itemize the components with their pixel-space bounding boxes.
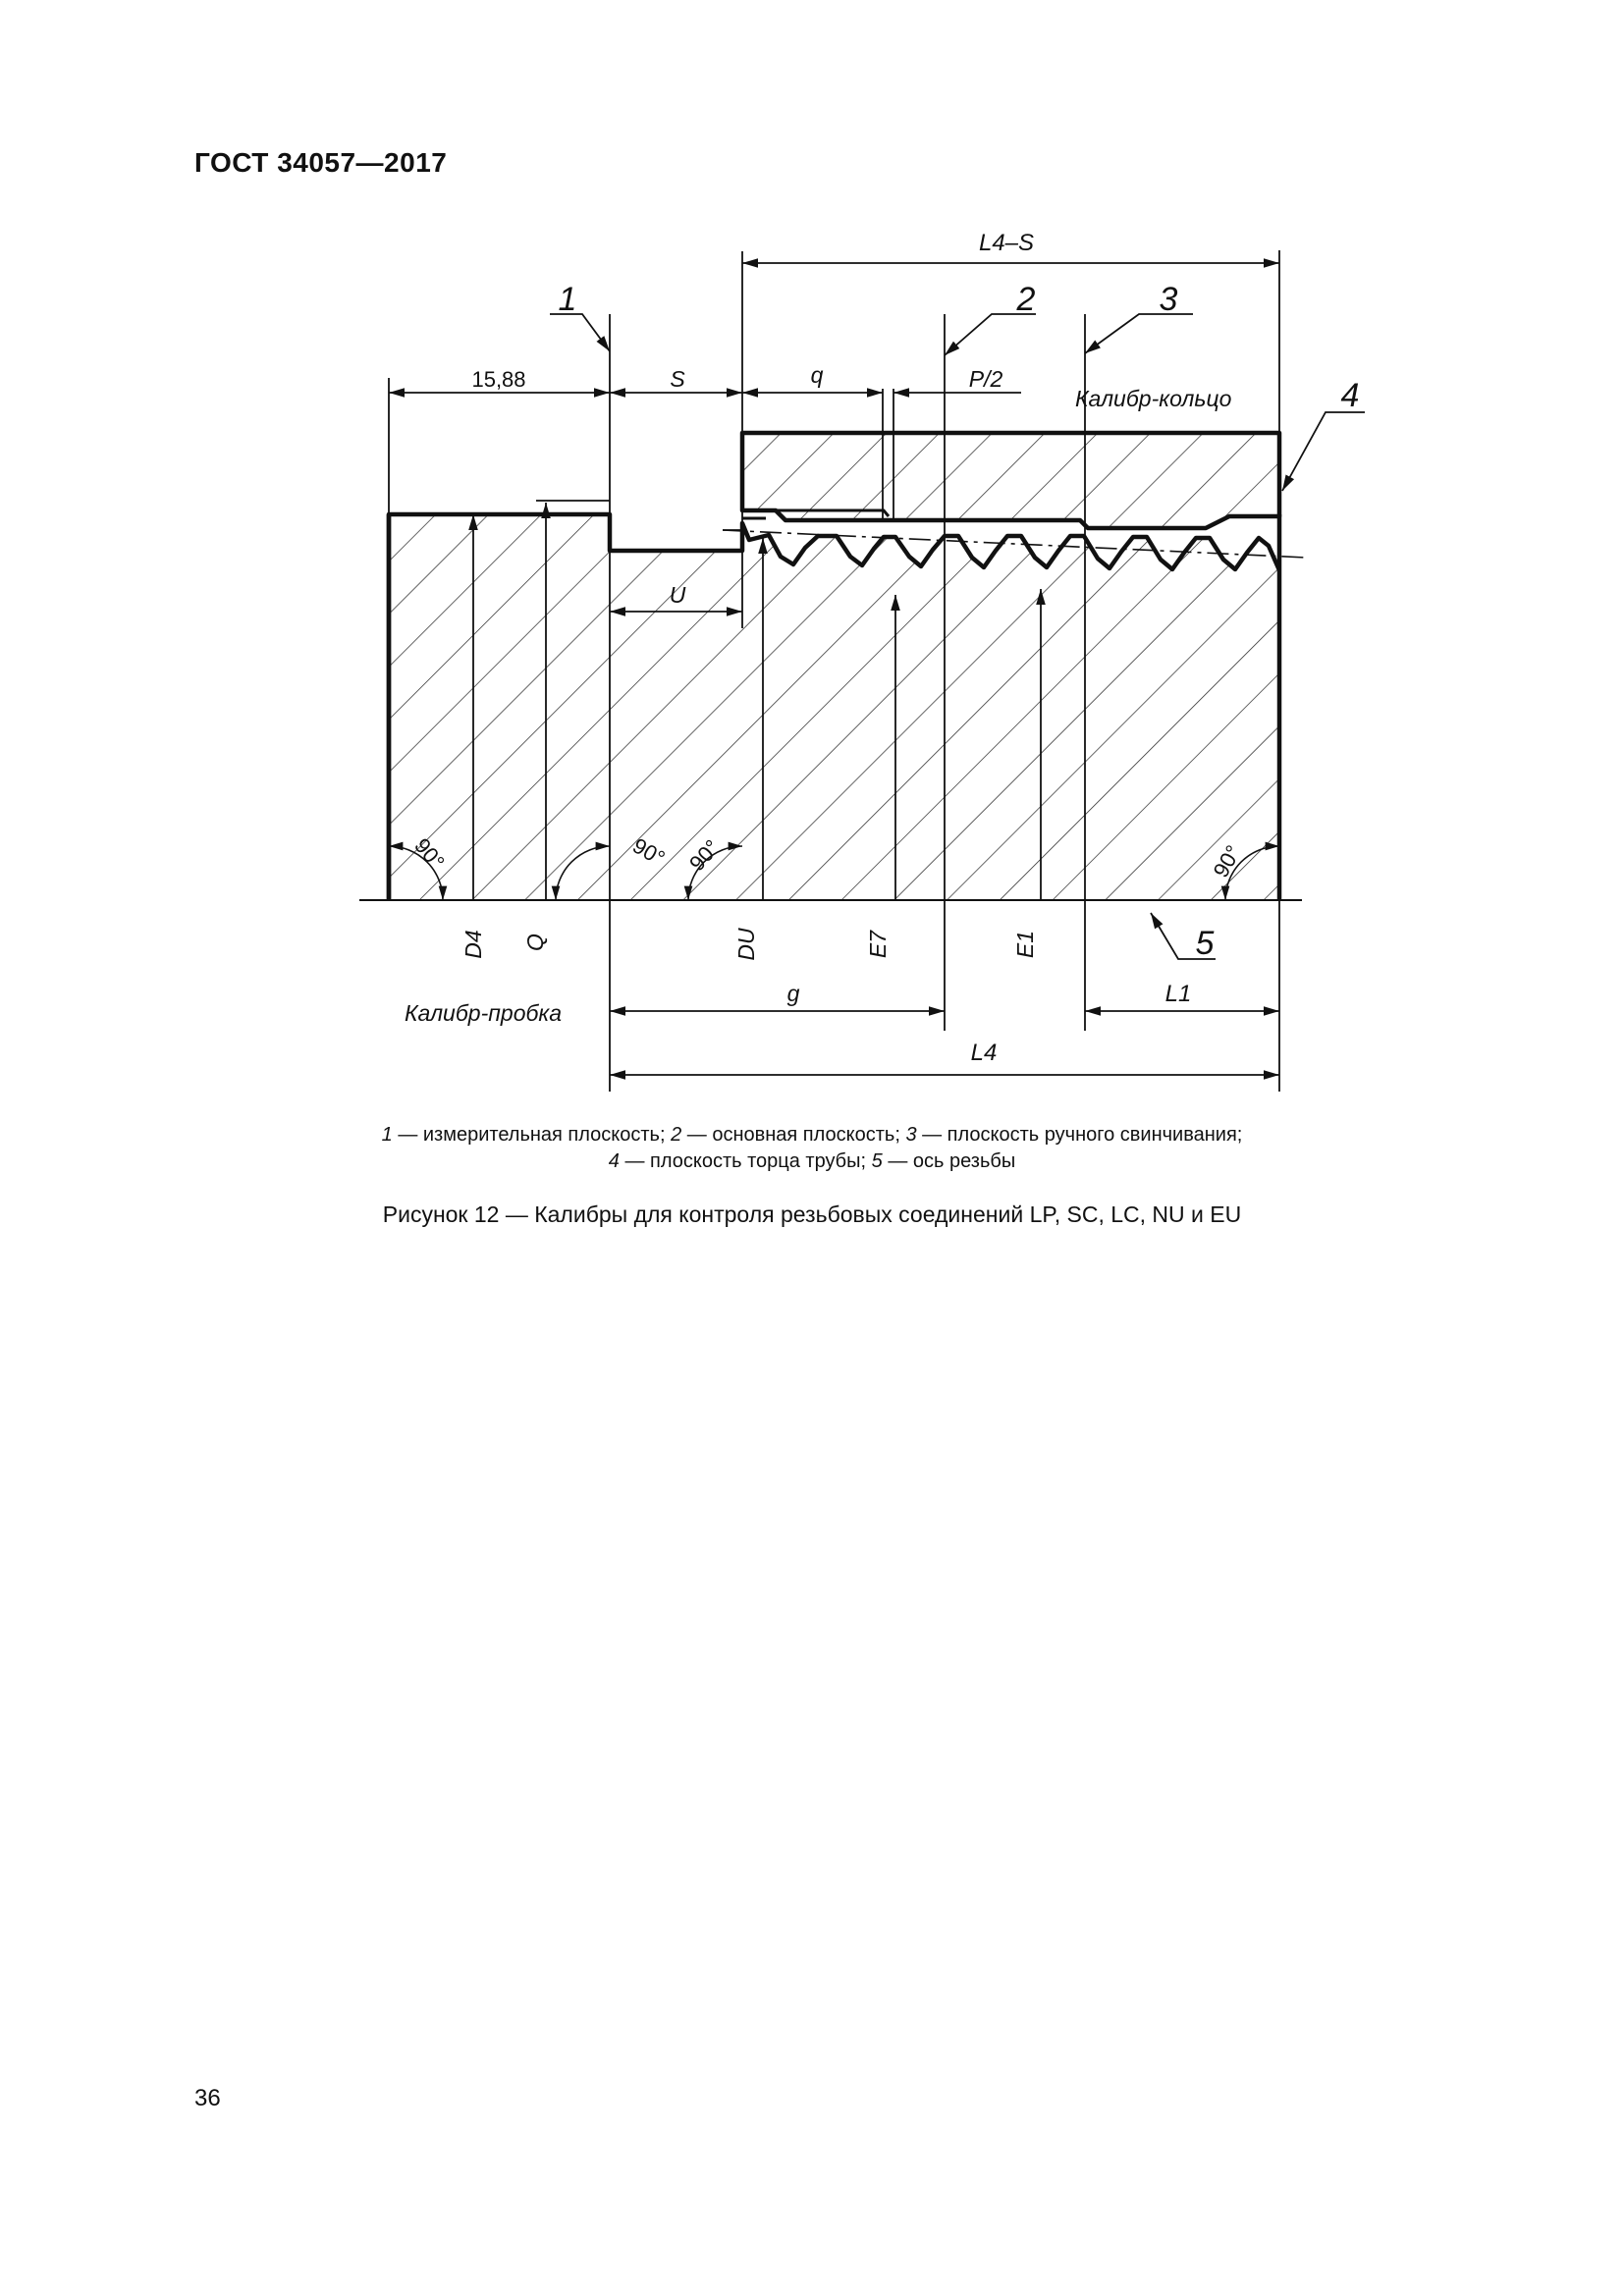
legend-line-2 <box>196 1148 1428 1175</box>
angle-label: 90° <box>409 832 450 875</box>
legend-text: — измерительная плоскость; <box>392 1124 672 1146</box>
legend-number: 4 <box>608 1150 620 1172</box>
angle-label: 90° <box>1208 840 1246 882</box>
plug-gauge-body <box>389 514 1279 900</box>
page-number: 36 <box>194 2085 221 2111</box>
dim-15-88: 15,88 <box>471 367 526 392</box>
diameter-e1: E1 <box>1012 930 1038 959</box>
legend-text: — плоскость ручного свинчивания; <box>916 1124 1243 1146</box>
diameter-du: DU <box>733 928 759 961</box>
angle-label: 90° <box>628 832 670 872</box>
figure-caption: Рисунок 12 — Калибры для контроля резьбовых соединений LP, SC, LC, NU и EU <box>382 1201 1242 1227</box>
callout-2: 2 <box>1016 281 1036 318</box>
callout-5: 5 <box>1195 925 1215 962</box>
ring-gauge-body <box>742 433 1279 528</box>
diameter-e7: E7 <box>865 930 891 959</box>
legend-number: 2 <box>671 1124 682 1146</box>
callout-3: 3 <box>1159 281 1178 318</box>
diameter-q: Q <box>522 934 548 951</box>
legend-text: — плоскость торца трубы; <box>619 1150 872 1172</box>
legend-text: — основная плоскость; <box>681 1124 906 1146</box>
dim-l4-minus-s: L4–S <box>978 230 1035 256</box>
callout-1: 1 <box>558 281 577 318</box>
dim-l4: L4 <box>970 1040 998 1066</box>
document-header: ГОСТ 34057—2017 <box>194 147 448 178</box>
dim-l1: L1 <box>1164 981 1192 1007</box>
legend-number: 5 <box>871 1150 883 1172</box>
dim-p2: P/2 <box>968 366 1003 392</box>
dim-s: S <box>670 366 685 392</box>
angle-label: 90° <box>684 834 725 877</box>
ring-gauge-label: Калибр-кольцо <box>1075 386 1232 411</box>
legend-line-1 <box>196 1122 1428 1148</box>
plug-gauge-label: Калибр-пробка <box>405 1000 563 1026</box>
dim-q: q <box>810 362 824 388</box>
dim-u: U <box>669 582 686 608</box>
diameter-d4: D4 <box>460 930 486 959</box>
dim-g: g <box>786 981 800 1006</box>
figure-legend <box>196 1122 1428 1175</box>
legend-number: 1 <box>381 1124 393 1146</box>
legend-text: — ось резьбы <box>882 1150 1016 1172</box>
legend-number: 3 <box>905 1124 917 1146</box>
callout-4: 4 <box>1340 377 1360 414</box>
